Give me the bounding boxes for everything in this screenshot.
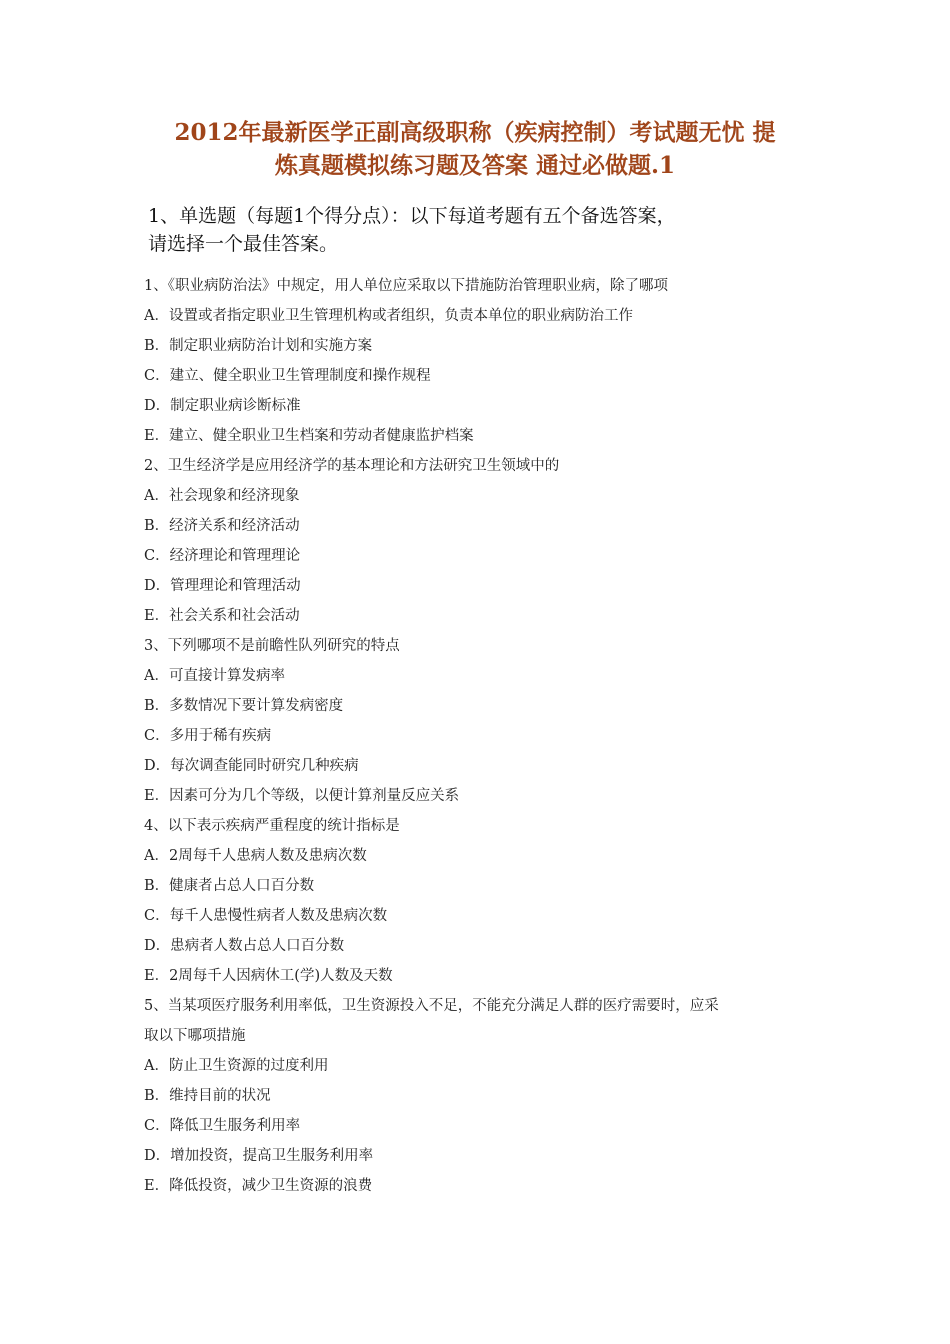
question-4-option-e: E．2周每千人因病休工(学)人数及天数 (144, 968, 393, 984)
document-title (120, 116, 830, 182)
question-3-option-b: B．多数情况下要计算发病密度 (144, 698, 344, 714)
question-5-stem-line-1: 5、当某项医疗服务利用率低，卫生资源投入不足，不能充分满足人群的医疗需要时，应采 (144, 998, 719, 1014)
section-line-2: 请选择一个最佳答案。 (148, 233, 339, 255)
question-4-option-a: A．2周每千人患病人数及患病次数 (144, 848, 367, 864)
question-list (144, 271, 824, 1201)
question-4-option-c: C．每千人患慢性病者人数及患病次数 (144, 908, 388, 924)
question-3-option-c: C．多用于稀有疾病 (144, 728, 272, 744)
question-2-stem: 2、卫生经济学是应用经济学的基本理论和方法研究卫生领域中的 (144, 458, 560, 474)
question-1-option-d: D．制定职业病诊断标准 (144, 398, 301, 414)
question-5-option-d: D．增加投资，提高卫生服务利用率 (144, 1148, 374, 1164)
question-4-option-b: B．健康者占总人口百分数 (144, 878, 315, 894)
question-1-option-e: E．建立、健全职业卫生档案和劳动者健康监护档案 (144, 428, 474, 444)
title-line-2: 炼真题模拟练习题及答案 通过必做题.1 (274, 152, 676, 179)
question-3-option-d: D．每次调查能同时研究几种疾病 (144, 758, 359, 774)
question-5-option-e: E．降低投资，减少卫生资源的浪费 (144, 1178, 373, 1194)
section-heading (148, 202, 828, 258)
question-1-stem: 1、《职业病防治法》中规定，用人单位应采取以下措施防治管理职业病，除了哪项 (144, 278, 668, 294)
question-2-option-c: C．经济理论和管理理论 (144, 548, 301, 564)
question-4-stem: 4、以下表示疾病严重程度的统计指标是 (144, 818, 400, 834)
question-1-option-a: A．设置或者指定职业卫生管理机构或者组织，负责本单位的职业病防治工作 (144, 308, 633, 324)
question-5-option-a: A．防止卫生资源的过度利用 (144, 1058, 329, 1074)
question-5-option-b: B．维持目前的状况 (144, 1088, 271, 1104)
question-2-option-b: B．经济关系和经济活动 (144, 518, 300, 534)
question-2-option-e: E．社会关系和社会活动 (144, 608, 300, 624)
question-3-option-a: A．可直接计算发病率 (144, 668, 285, 684)
title-line-1: 2012年最新医学正副高级职称（疾病控制）考试题无忧 提 (174, 119, 776, 146)
question-3-stem: 3、下列哪项不是前瞻性队列研究的特点 (144, 638, 400, 654)
question-5-stem-line-2: 取以下哪项措施 (144, 1028, 246, 1044)
question-4-option-d: D．患病者人数占总人口百分数 (144, 938, 345, 954)
question-1-option-c: C．建立、健全职业卫生管理制度和操作规程 (144, 368, 431, 384)
question-1-option-b: B．制定职业病防治计划和实施方案 (144, 338, 373, 354)
question-2-option-d: D．管理理论和管理活动 (144, 578, 301, 594)
section-line-1: 1、单选题（每题1个得分点）：以下每道考题有五个备选答案， (148, 205, 676, 227)
question-5-option-c: C．降低卫生服务利用率 (144, 1118, 301, 1134)
question-3-option-e: E．因素可分为几个等级，以便计算剂量反应关系 (144, 788, 460, 804)
question-2-option-a: A．社会现象和经济现象 (144, 488, 300, 504)
